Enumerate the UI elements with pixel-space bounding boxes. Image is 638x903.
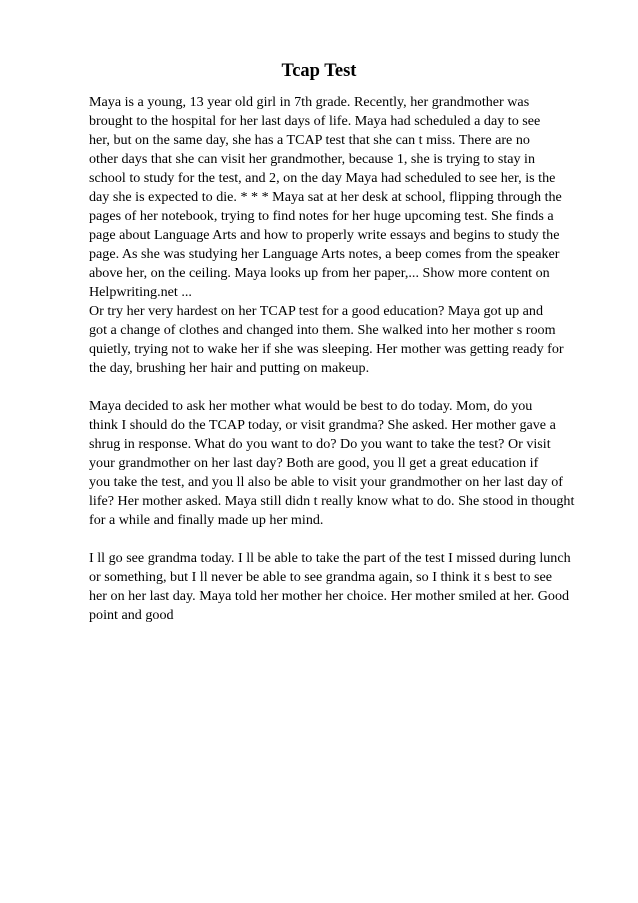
text-line: your grandmother on her last day? Both are good, you ll get a great education if	[89, 455, 539, 471]
text-line: above her, on the ceiling. Maya looks up from her paper,... Show more content on	[89, 265, 550, 281]
text-line: the day, brushing her hair and putting on makeup.	[89, 360, 370, 376]
text-line: or something, but I ll never be able to see grandma again, so I think it s best to see	[89, 569, 553, 585]
text-line: Or try her very hardest on her TCAP test for a good education? Maya got up and	[89, 303, 544, 319]
text-line: Helpwriting.net ...	[89, 284, 192, 300]
text-line: I ll go see grandma today. I ll be able to take the part of the test I missed during lunch	[89, 550, 571, 566]
text-line: got a change of clothes and changed into them. She walked into her mother s room	[89, 322, 556, 338]
paragraph-break	[89, 530, 589, 549]
text-line: for a while and finally made up her mind.	[89, 512, 324, 528]
text-line: you take the test, and you ll also be able to visit your grandmother on her last day of	[89, 474, 563, 490]
text-line: her on her last day. Maya told her mother her choice. Her mother smiled at her. Good	[89, 588, 570, 604]
text-line: other days that she can visit her grandmother, because 1, she is trying to stay in	[89, 151, 536, 167]
text-line: her, but on the same day, she has a TCAP test that she can t miss. There are no	[89, 132, 530, 148]
text-line: Maya is a young, 13 year old girl in 7th grade. Recently, her grandmother was	[89, 94, 530, 110]
paragraph-break	[89, 378, 589, 397]
text-line: page about Language Arts and how to properly write essays and begins to study the	[89, 227, 560, 243]
text-line: think I should do the TCAP today, or visit grandma? She asked. Her mother gave a	[89, 417, 556, 433]
text-line: pages of her notebook, trying to find notes for her huge upcoming test. She finds a	[89, 208, 554, 224]
text-line: school to study for the test, and 2, on the day Maya had scheduled to see her, is the	[89, 170, 556, 186]
text-line: life? Her mother asked. Maya still didn t really know what to do. She stood in thought	[89, 493, 575, 509]
text-line: point and good	[89, 607, 174, 623]
text-line: brought to the hospital for her last days of life. Maya had scheduled a day to see	[89, 113, 541, 129]
document-title: Tcap Test	[281, 61, 357, 81]
text-line: quietly, trying not to wake her if she was sleeping. Her mother was getting ready for	[89, 341, 564, 357]
text-line: page. As she was studying her Language Arts notes, a beep comes from the speaker	[89, 246, 560, 262]
text-line: shrug in response. What do you want to do? Do you want to take the test? Or visit	[89, 436, 551, 452]
text-line: day she is expected to die. * * * Maya sat at her desk at school, flipping through the	[89, 189, 562, 205]
text-line: Maya decided to ask her mother what would be best to do today. Mom, do you	[89, 398, 533, 414]
document-body	[89, 93, 589, 625]
